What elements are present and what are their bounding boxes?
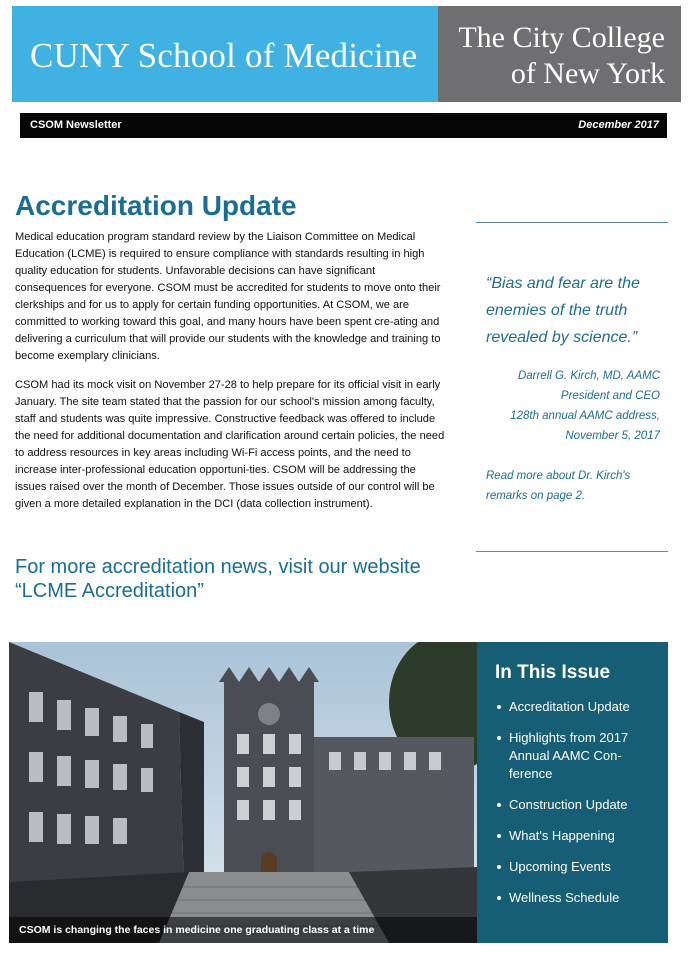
issue-item-whats-happening[interactable]: What's Happening <box>495 827 660 845</box>
in-this-issue-title: In This Issue <box>495 662 611 683</box>
article-paragraph-1: Medical education program standard review by the Liaison Committee on Medical Education (LCME) is required to ensure compliance with standards resulting in high quality education for students. Unfavorable decisions can have significant consequences for everyone. CSOM must be accredited for students to move onto their clerkships and for us to apply for certain funding opportunities. At CSOM, we are committed to working toward this goal, and many hours have been spent cre-ating and delivering a curriculum that will provide our students with the knowledge and training to become exemplary clinicians. <box>15 231 441 362</box>
campus-photo <box>9 642 477 943</box>
header-banner-left <box>12 6 438 102</box>
school-name: CUNY School of Medicine <box>30 36 418 75</box>
attribution-line: 128th annual AAMC address, <box>510 410 660 422</box>
quote-attribution <box>486 366 660 446</box>
issue-list <box>495 698 660 920</box>
issue-item-aamc-highlights[interactable]: Highlights from 2017 Annual AAMC Con-ference <box>495 729 660 783</box>
attribution-line: Darrell G. Kirch, MD, AAMC <box>517 370 660 382</box>
campus-building-illustration <box>9 642 477 943</box>
photo-caption: CSOM is changing the faces in medicine one graduating class at a time <box>19 924 375 936</box>
newsletter-label: CSOM Newsletter <box>30 119 122 131</box>
issue-item-construction[interactable]: Construction Update <box>495 796 660 814</box>
pull-quote: “Bias and fear are the enemies of the truth revealed by science.” <box>486 275 640 346</box>
issue-item-accreditation[interactable]: Accreditation Update <box>495 698 660 716</box>
read-more-link[interactable]: Read more about Dr. Kirch's remarks on page 2. <box>486 470 631 502</box>
college-name-line1: The City College <box>458 21 665 54</box>
article-paragraph-2: CSOM had its mock visit on November 27-28 to help prepare for its official visit in early January. The site team stated that the passion for our school's mission among faculty, staff and students was quite impressive. Constructive feedback was offered to include the need for additional documentation and clarification around certain policies, the need to address resources in key areas including Wi-Fi access points, and the need to increase inter-professional education opportuni-ties. CSOM will be addressing the issues raised over the month of December. Those issues outside of our control will be given a more detailed explanation in the DCI (data collection instrument). <box>15 379 445 510</box>
attribution-line: November 5, 2017 <box>565 430 660 442</box>
accreditation-website-link[interactable]: For more accreditation news, visit our website “LCME Accreditation” <box>15 556 421 602</box>
header-banner-right <box>438 6 681 102</box>
newsletter-bar <box>20 113 667 138</box>
attribution-line: President and CEO <box>560 390 660 402</box>
in-this-issue-panel <box>477 642 668 943</box>
sidebar-divider-bottom <box>476 551 668 552</box>
college-name-line2: of New York <box>510 57 665 90</box>
photo-caption-bar <box>9 917 477 943</box>
sidebar-divider-top <box>476 222 668 223</box>
college-name <box>458 20 665 92</box>
article-headline: Accreditation Update <box>15 190 297 221</box>
newsletter-date: December 2017 <box>578 119 659 131</box>
issue-item-upcoming-events[interactable]: Upcoming Events <box>495 858 660 876</box>
issue-item-wellness[interactable]: Wellness Schedule <box>495 889 660 907</box>
